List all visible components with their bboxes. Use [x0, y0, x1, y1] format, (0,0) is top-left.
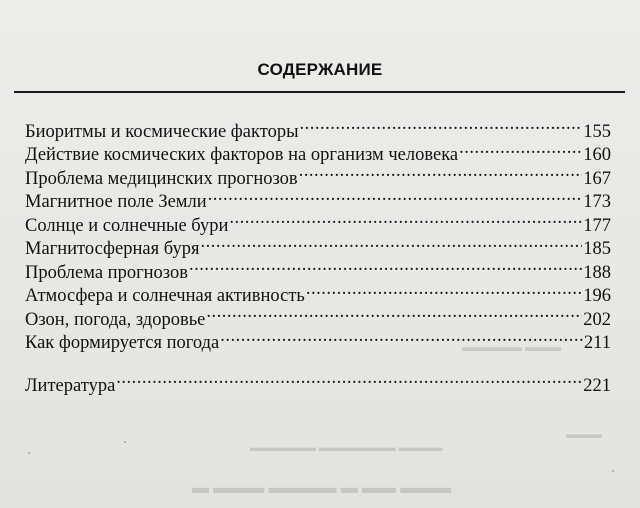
- toc-entry-page: 185: [583, 239, 611, 259]
- toc-entry-page: 155: [583, 121, 611, 142]
- toc-entry-title: Биоритмы и космические факторы: [25, 121, 299, 142]
- heading-rule: [14, 91, 625, 93]
- toc-entry-literature: [25, 367, 611, 396]
- toc-entry-title: Литература: [25, 375, 116, 396]
- toc-entry: [25, 113, 611, 142]
- toc-leader-dots: [208, 184, 583, 208]
- toc-entry-page: 196: [583, 286, 611, 306]
- toc-leader-dots: [299, 160, 583, 184]
- toc-entry-title: Проблема прогнозов: [25, 262, 188, 283]
- show-through-mark: ▬▬▬: [566, 427, 602, 441]
- toc-entry-title: Магнитосферная буря: [25, 239, 200, 259]
- toc-entry-page: 173: [583, 192, 611, 212]
- toc-entry-page: 167: [583, 168, 611, 189]
- toc-leader-dots: [206, 301, 582, 325]
- toc-entry-page: 160: [583, 145, 611, 165]
- toc-leader-dots: [229, 207, 582, 231]
- toc-leader-dots: [200, 231, 582, 255]
- toc-entry-title: Солнце и солнечные бури: [25, 215, 229, 236]
- toc-leader-dots: [306, 278, 582, 302]
- toc-entry-title: Проблема медицинских прогнозов: [25, 168, 298, 189]
- page-heading: СОДЕРЖАНИЕ: [257, 60, 383, 79]
- toc-entry-page: 211: [583, 333, 611, 353]
- toc-leader-dots: [300, 113, 583, 137]
- toc-leader-dots: [116, 367, 582, 391]
- paper-speck: [124, 441, 126, 443]
- toc-entry-page: 221: [583, 375, 611, 396]
- toc-leader-dots: [189, 254, 582, 278]
- show-through-mark: ▬▬▬ ▬▬ ▬ ▬▬▬▬ ▬▬▬ ▬: [192, 478, 452, 497]
- toc-entry-page: 188: [583, 262, 611, 283]
- show-through-mark: ▬▬▬ ▬▬▬▬▬: [462, 340, 561, 354]
- toc-entry-title: Как формируется погода: [25, 333, 220, 353]
- toc-entry-title: Магнитное поле Земли: [25, 192, 207, 212]
- table-of-contents: [25, 113, 611, 396]
- toc-entry-title: Атмосфера и солнечная активность: [25, 286, 305, 306]
- paper-speck: [612, 470, 614, 472]
- paper-speck: [28, 452, 30, 454]
- toc-entry-page: 202: [583, 309, 611, 330]
- toc-leader-dots: [220, 325, 583, 349]
- toc-entry-title: Действие космических факторов на организм человека: [25, 145, 459, 165]
- show-through-mark: ▬▬▬▬ ▬▬▬▬▬▬▬ ▬▬▬▬▬▬: [250, 442, 443, 454]
- toc-entry-page: 177: [583, 215, 611, 236]
- toc-entry-title: Озон, погода, здоровье: [25, 309, 206, 330]
- toc-leader-dots: [459, 137, 582, 161]
